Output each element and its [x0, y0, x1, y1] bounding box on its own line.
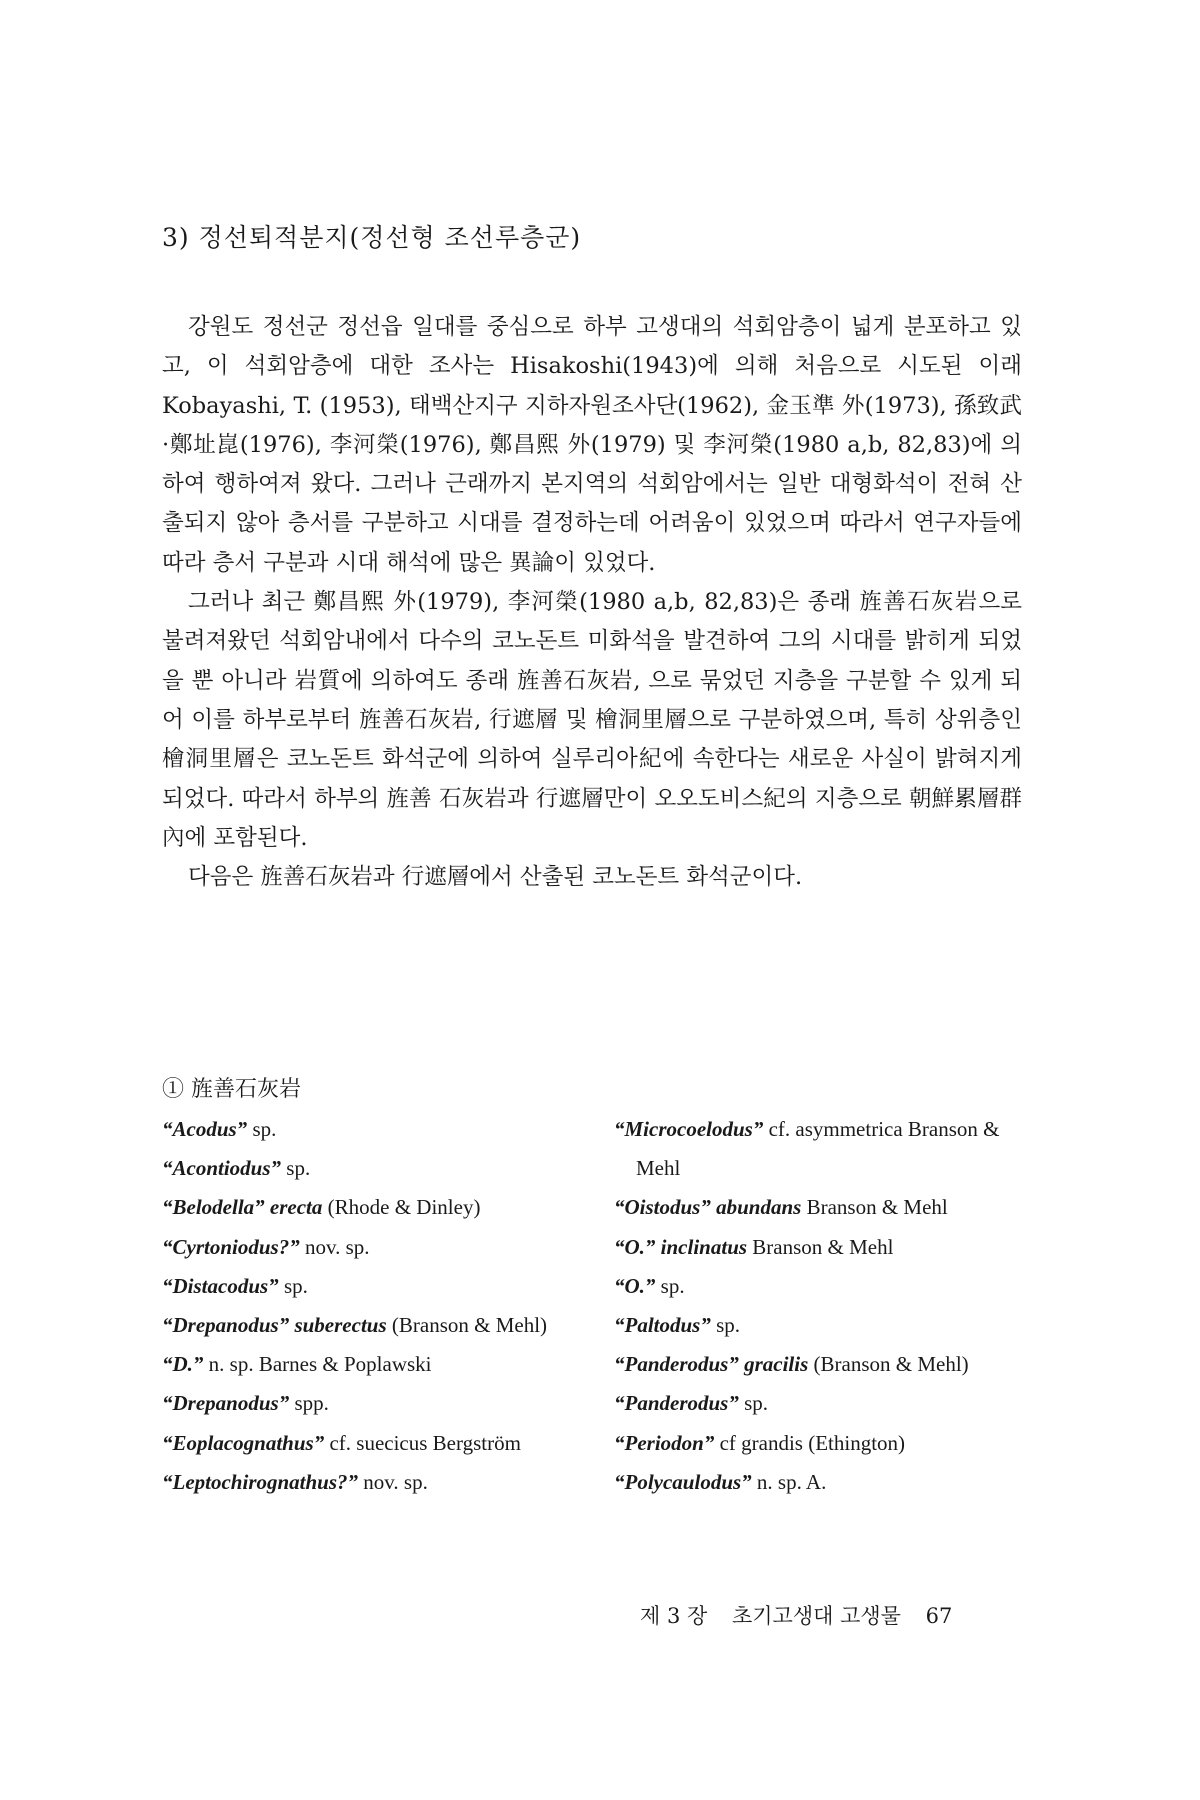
fossil-entry: “Oistodus” abundans Branson & Mehl [614, 1195, 948, 1220]
fossil-entry: “Polycaulodus” n. sp. A. [614, 1469, 827, 1494]
fossil-entry: “Eoplacognathus” cf. suecicus Bergström [162, 1430, 521, 1455]
page-footer [640, 1600, 970, 1630]
fossil-entry: “Distacodus” sp. [162, 1273, 308, 1298]
fossil-list-left-column [162, 1110, 574, 1502]
fossil-entry: “Microcoelodus” cf. asymmetrica Branson & Mehl [614, 1117, 1000, 1181]
fossil-entry: “Acontiodus” sp. [162, 1156, 311, 1181]
paragraph-2: 그러나 최근 鄭昌熙 外(1979), 李河榮(1980 a,b, 82,83)은 종래 旌善石灰岩으로 불려져왔던 석회암내에서 다수의 코노돈트 미화석을 발견하여 그의 시대를 밝히게 되었을 뿐 아니라 岩質에 의하여도 종래 旌善石灰岩, 으로 묶었던 지층을 구분할 수 있게 되어 이를 하부로부터 旌善石灰岩, 行遮層 및 檜洞里層으로 구분하였으며, 특히 상위층인 檜洞里層은 코노돈트 화석군에 의하여 실루리아紀에 속한다는 새로운 사실이 밝혀지게 되었다. 따라서 하부의 旌善 石灰岩과 行遮層만이 오오도비스紀의 지층으로 朝鮮累層群內에 포함된다. [162, 589, 1022, 851]
fossil-entry: “O.” inclinatus Branson & Mehl [614, 1234, 894, 1259]
fossil-entry: “Periodon” cf grandis (Ethington) [614, 1430, 906, 1455]
fossil-entry: “Drepanodus” suberectus (Branson & Mehl) [162, 1313, 548, 1338]
fossil-entry: “Acodus” sp. [162, 1117, 277, 1141]
page-number: 67 [925, 1604, 953, 1628]
fossil-entry: “Leptochirognathus?” nov. sp. [162, 1469, 428, 1494]
fossil-entry: “D.” n. sp. Barnes & Poplawski [162, 1352, 432, 1377]
fossil-entry: “Panderodus” sp. [614, 1391, 769, 1416]
paragraph-3: 다음은 旌善石灰岩과 行遮層에서 산출된 코노돈트 화석군이다. [188, 864, 803, 891]
section-heading: 3) 정선퇴적분지(정선형 조선루층군) [162, 223, 582, 252]
paragraph-1: 강원도 정선군 정선읍 일대를 중심으로 하부 고생대의 석회암층이 넓게 분포하고 있고, 이 석회암층에 대한 조사는 Hisakoshi(1943)에 의해 처음으로 시도된 이래 Kobayashi, T. (1953), 태백산지구 지하자원조사단(1962), 金玉準 外(1973), 孫致武·鄭址崑(1976), 李河榮(1976), 鄭昌熙 外(1979) 및 李河榮(1980 a,b, 82,83)에 의하여 행하여져 왔다. 그러나 근래까지 본지역의 석회암에서는 일반 대형화석이 전혀 산출되지 않아 층서를 구분하고 시대를 결정하는데 어려움이 있었으며 따라서 연구자들에 따라 층서 구분과 시대 해석에 많은 異論이 있었다. [162, 314, 1022, 576]
fossil-entry: “Panderodus” gracilis (Branson & Mehl) [614, 1352, 969, 1377]
footer-chapter: 제 3 장 [640, 1604, 708, 1628]
body-text [162, 308, 1022, 897]
footer-title: 초기고생대 고생물 [731, 1604, 901, 1628]
fossil-entry: “Paltodus” sp. [614, 1313, 741, 1338]
fossil-entry: “Cyrtoniodus?” nov. sp. [162, 1234, 370, 1259]
fossil-list-right-column [614, 1110, 1026, 1502]
fossil-entry: “Drepanodus” spp. [162, 1391, 329, 1416]
fossil-list-heading: ① 旌善石灰岩 [162, 1077, 301, 1102]
fossil-entry: “O.” sp. [614, 1273, 685, 1298]
fossil-entry: “Belodella” erecta (Rhode & Dinley) [162, 1195, 481, 1220]
